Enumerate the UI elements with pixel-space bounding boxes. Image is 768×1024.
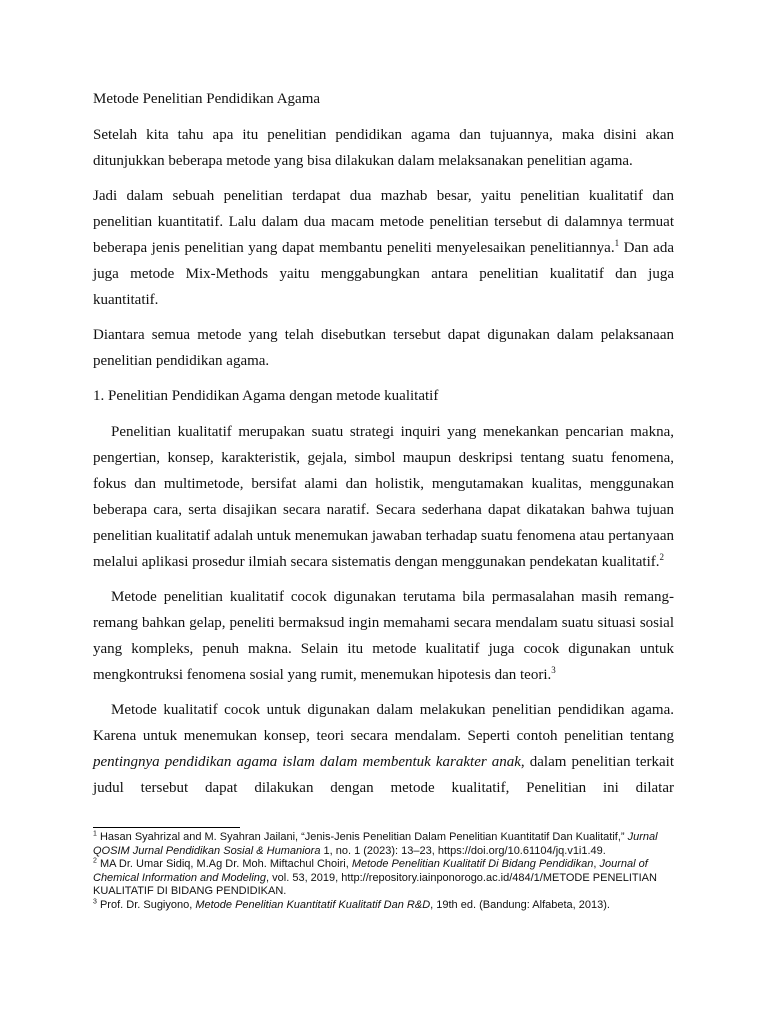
footnote-ref-3[interactable]: 3 <box>551 665 556 675</box>
paragraph-diantara: Diantara semua metode yang telah disebutkan tersebut dapat digunakan dalam pelaksanaan penelitian pendidikan agama. <box>93 327 674 369</box>
footnote-ref-1[interactable]: 1 <box>614 238 620 248</box>
footnote-1: $^1$ Hasan Syahrizal and M. Syahran Jailani, “Jenis-Jenis Penelitian Dalam Penelitian Kuantitatif Dan Kualitatif,” Jurnal QOSIM Jurnal Pendidikan Sosial & Humaniora 1, no. 1 (2023): 13–23, https://doi.org/10.61104/jq.v1i1.49. <box>93 830 658 857</box>
footnote-separator <box>93 827 240 828</box>
footnote-ref-2[interactable]: 2 <box>659 552 664 562</box>
section-heading-kualitatif: 1. Penelitian Pendidikan Agama dengan metode kualitatif <box>93 388 439 404</box>
paragraph-intro: Setelah kita tahu apa itu penelitian pendidikan agama dan tujuannya, maka disini akan ditunjukkan beberapa metode yang bisa dilakukan dalam melaksanakan penelitian agama. <box>93 127 674 169</box>
paragraph-definisi-kualitatif: Penelitian kualitatif merupakan suatu strategi inquiri yang menekankan pencarian makna, pengertian, konsep, karakteristik, gejala, simbol maupun deskripsi tentang suatu fenomena, fokus dan multimetode, bersifat alami dan holistik, mengutamakan kualitas, menggunakan beberapa cara, serta disajikan secara naratif. Secara sederhana dapat dikatakan bahwa tujuan penelitian kualitatif adalah untuk menemukan jawaban terhadap suatu fenomena atau pertanyaan melalui aplikasi prosedur ilmiah secara sistematis dengan menggunakan pendekatan kualitatif.$^2$ <box>93 424 674 570</box>
paragraph-contoh-penelitian: Metode kualitatif cocok untuk digunakan dalam melakukan penelitian pendidikan agama. Karena untuk menemukan konsep, teori secara mendalam. Seperti contoh penelitian tentang pentingnya pendidikan agama islam dalam membentuk karakter anak, dalam penelitian terkait judul tersebut dapat dilakukan dengan metode kualitatif, Penelitian ini dilatar <box>93 702 674 796</box>
footnote-2: $^2$ MA Dr. Umar Sidiq, M.Ag Dr. Moh. Miftachul Choiri, Metode Penelitian Kualitatif Di Bidang Pendidikan, Journal of Chemical Information and Modeling, vol. 53, 2019, http://repository.iainponorogo.ac.id/484/1/METODE PENELITIAN KUALITATIF DI BIDANG PENDIDIKAN. <box>93 857 657 897</box>
document-title: Metode Penelitian Pendidikan Agama <box>93 91 321 107</box>
document-body <box>93 86 674 810</box>
footnotes <box>93 831 674 912</box>
paragraph-kegunaan-kualitatif: Metode penelitian kualitatif cocok digunakan terutama bila permasalahan masih remang-remang bahkan gelap, peneliti bermaksud ingin memahami secara mendalam suatu situasi sosial yang kompleks, penuh makna. Selain itu metode kualitatif juga cocok digunakan untuk mengkontruksi fenomena sosial yang rumit, menemukan hipotesis dan teori.$^3$ <box>93 589 674 683</box>
footnote-3: $^3$ Prof. Dr. Sugiyono, Metode Penelitian Kuantitatif Kualitatif Dan R&D, 19th ed. (Bandung: Alfabeta, 2013). <box>93 897 610 911</box>
paragraph-mazhab: Jadi dalam sebuah penelitian terdapat dua mazhab besar, yaitu penelitian kualitatif dan penelitian kuantitatif. Lalu dalam dua macam metode penelitian tersebut di dalamnya termuat beberapa jenis penelitian yang dapat membantu peneliti menyelesaikan penelitiannya.$^1$ Dan ada juga metode Mix-Methods yaitu menggabungkan antara penelitian kualitatif dan juga kuantitatif. <box>93 188 674 308</box>
example-title-italic: pentingnya pendidikan agama islam dalam membentuk karakter anak <box>93 754 521 770</box>
